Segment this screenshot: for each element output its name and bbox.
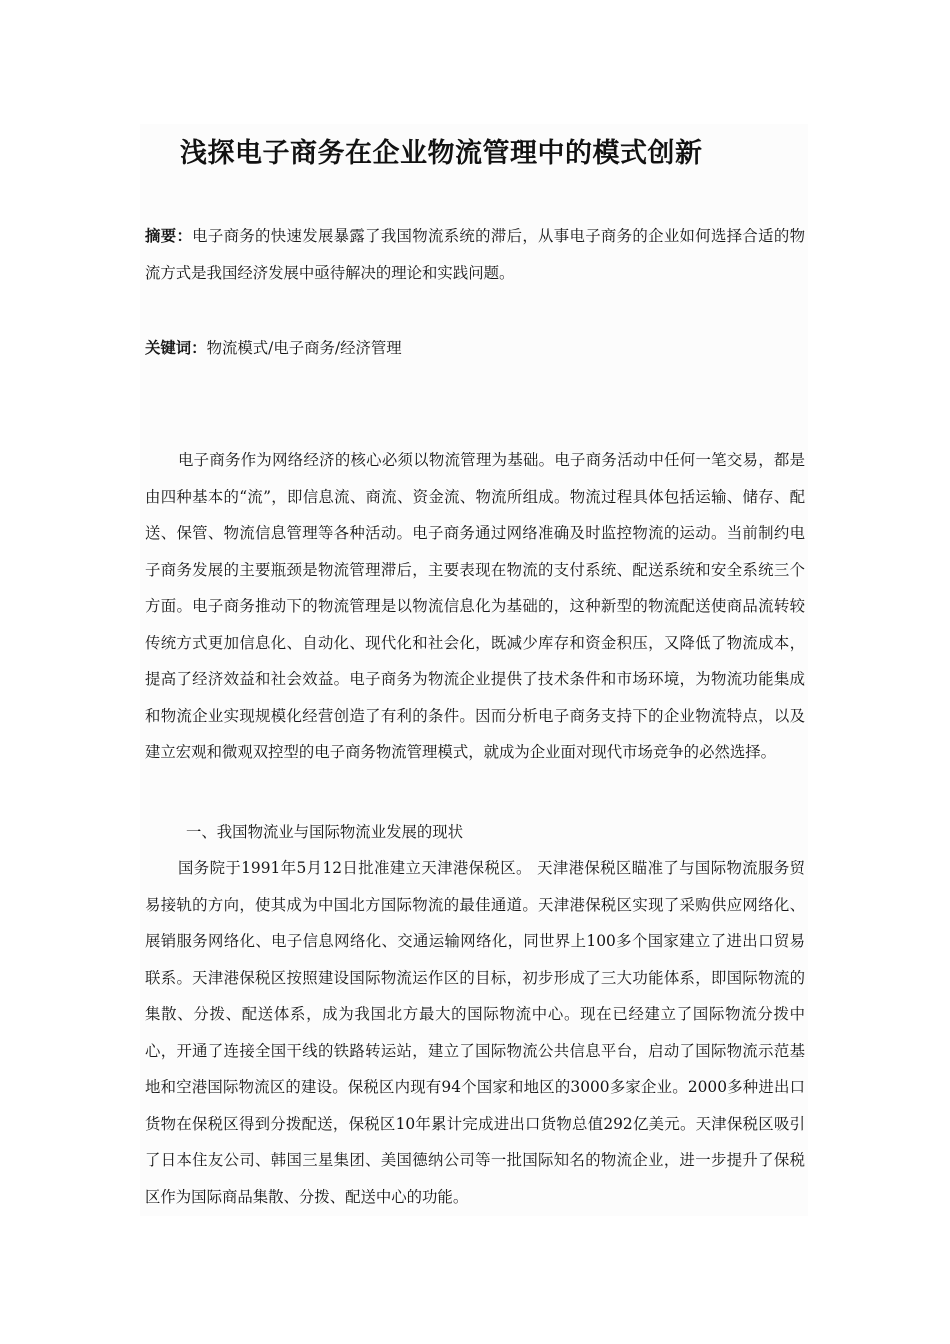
- section-paragraph: 国务院于1991年5月12日批准建立天津港保税区。 天津港保税区瞄准了与国际物流服务贸易接轨的方向，使其成为中国北方国际物流的最佳通道。天津港保税区实现了采购供应网络化、展销服务网络化、电子信息网络化、交通运输网络化，同世界上100多个国家建立了进出口贸易联系。天津港保税区按照建设国际物流运作区的目标，初步形成了三大功能体系，即国际物流的集散、分拨、配送体系，成为我国北方最大的国际物流中心。现在已经建立了国际物流分拨中心，开通了连接全国干线的铁路转运站，建立了国际物流公共信息平台，启动了国际物流示范基地和空港国际物流区的建设。保税区内现有94个国家和地区的3000多家企业。2000多种进出口货物在保税区得到分拨配送，保税区10年累计完成进出口货物总值292亿美元。天津保税区吸引了日本住友公司、韩国三星集团、美国德纳公司等一批国际知名的物流企业，进一步提升了保税区作为国际商品集散、分拨、配送中心的功能。: [145, 859, 805, 1206]
- section-heading: 一、我国物流业与国际物流业发展的现状: [186, 823, 464, 841]
- keywords-text: 物流模式/电子商务/经济管理: [206, 339, 402, 357]
- keywords-label: 关键词：: [145, 339, 207, 357]
- abstract-text: 电子商务的快速发展暴露了我国物流系统的滞后，从事电子商务的企业如何选择合适的物流方式是我国经济发展中亟待解决的理论和实践问题。: [145, 227, 805, 282]
- document-title: 浅探电子商务在企业物流管理中的模式创新: [180, 138, 703, 169]
- abstract-section: [145, 218, 805, 291]
- keywords-section: [145, 330, 805, 367]
- intro-paragraph: 电子商务作为网络经济的核心必须以物流管理为基础。电子商务活动中任何一笔交易，都是由四种基本的“流”，即信息流、商流、资金流、物流所组成。物流过程具体包括运输、储存、配送、保管、物流信息管理等各种活动。电子商务通过网络准确及时监控物流的运动。当前制约电子商务发展的主要瓶颈是物流管理滞后，主要表现在物流的支付系统、配送系统和安全系统三个方面。电子商务推动下的物流管理是以物流信息化为基础的，这种新型的物流配送使商品流转较传统方式更加信息化、自动化、现代化和社会化，既减少库存和资金积压，又降低了物流成本，提高了经济效益和社会效益。电子商务为物流企业提供了技术条件和市场环境，为物流功能集成和物流企业实现规模化经营创造了有利的条件。因而分析电子商务支持下的企业物流特点，以及建立宏观和微观双控型的电子商务物流管理模式，就成为企业面对现代市场竞争的必然选择。: [145, 451, 805, 761]
- abstract-label: 摘要：: [145, 227, 193, 245]
